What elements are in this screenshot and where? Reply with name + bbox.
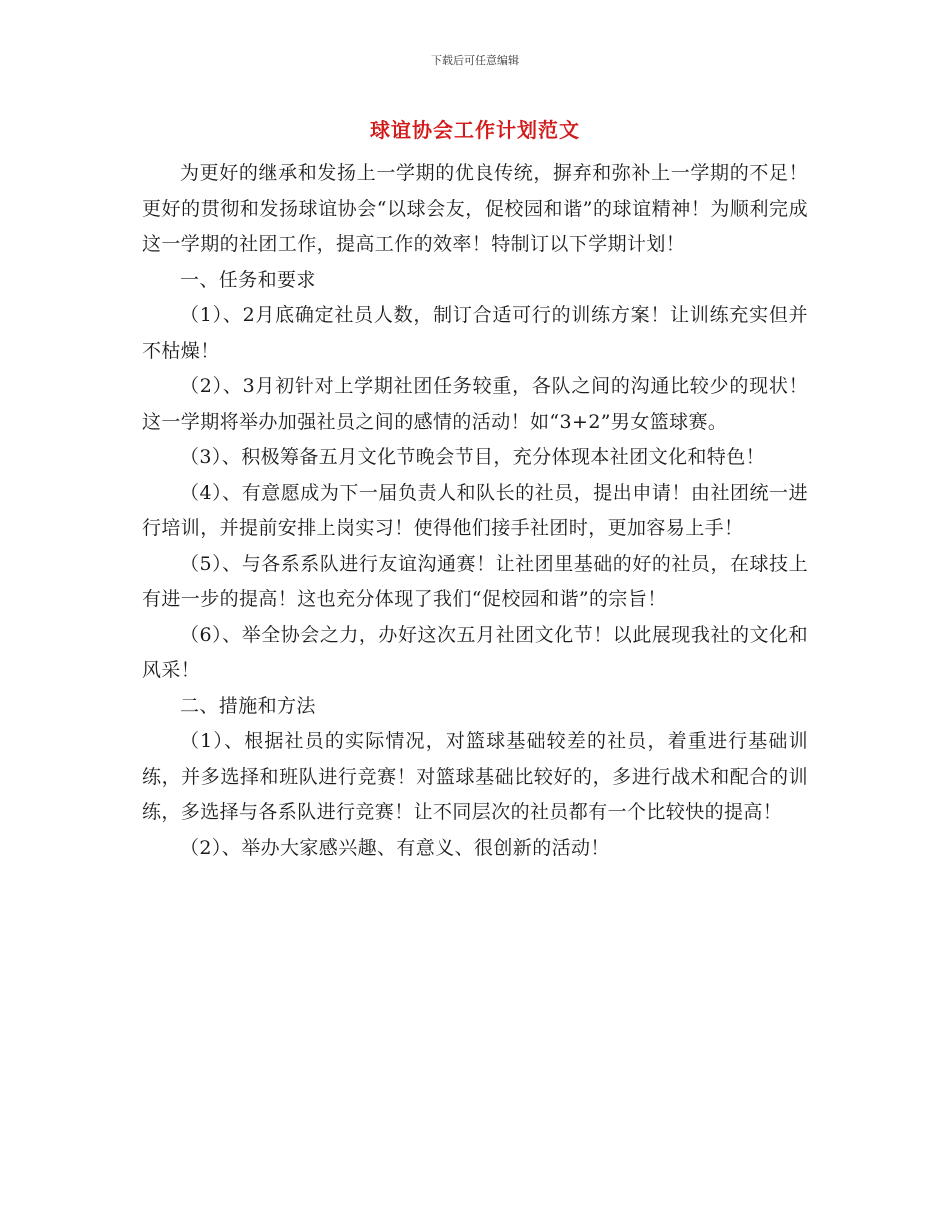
paragraph-task-6: （6）、举全协会之力，办好这次五月社团文化节！以此展现我社的文化和风采！ (142, 623, 808, 681)
paragraph-task-4: （4）、有意愿成为下一届负责人和队长的社员，提出申请！由社团统一进行培训，并提前安排上岗实习！使得他们接手社团时，更加容易上手！ (142, 481, 808, 539)
paragraph-measure-2: （2）、举办大家感兴趣、有意义、很创新的活动！ (180, 836, 610, 859)
paragraph-task-1: （1）、2月底确定社员人数，制订合适可行的训练方案！让训练充实但并不枯燥！ (142, 304, 808, 362)
paragraph-intro: 为更好的继承和发扬上一学期的优良传统，摒弃和弥补上一学期的不足！更好的贯彻和发扬球谊协会“以球会友，促校园和谐”的球谊精神！为顺利完成这一学期的社团工作，提高工作的效率！特制订以下学期计划！ (142, 162, 808, 255)
section-heading-tasks: 一、任务和要求 (180, 268, 316, 291)
paragraph-task-5: （5）、与各系系队进行友谊沟通赛！让社团里基础的好的社员，在球技上有进一步的提高！这也充分体现了我们“促校园和谐”的宗旨！ (142, 552, 808, 610)
document-title: 球谊协会工作计划范文 (370, 118, 580, 142)
paragraph-task-3: （3）、积极筹备五月文化节晚会节目，充分体现本社团文化和特色！ (180, 446, 765, 468)
paragraph-measure-1: （1）、根据社员的实际情况，对篮球基础较差的社员，着重进行基础训练，并多选择和班队进行竞赛！对篮球基础比较好的，多进行战术和配合的训练，多选择与各系队进行竞赛！让不同层次的社员都有一个比较快的提高！ (142, 730, 808, 823)
page-header-note: 下载后可任意编辑 (431, 54, 519, 67)
paragraph-task-2: （2）、3月初针对上学期社团任务较重，各队之间的沟通比较少的现状！这一学期将举办加强社员之间的感情的活动！如“3+2”男女篮球赛。 (142, 375, 808, 433)
section-heading-measures: 二、措施和方法 (180, 694, 316, 717)
document-body (142, 156, 808, 866)
